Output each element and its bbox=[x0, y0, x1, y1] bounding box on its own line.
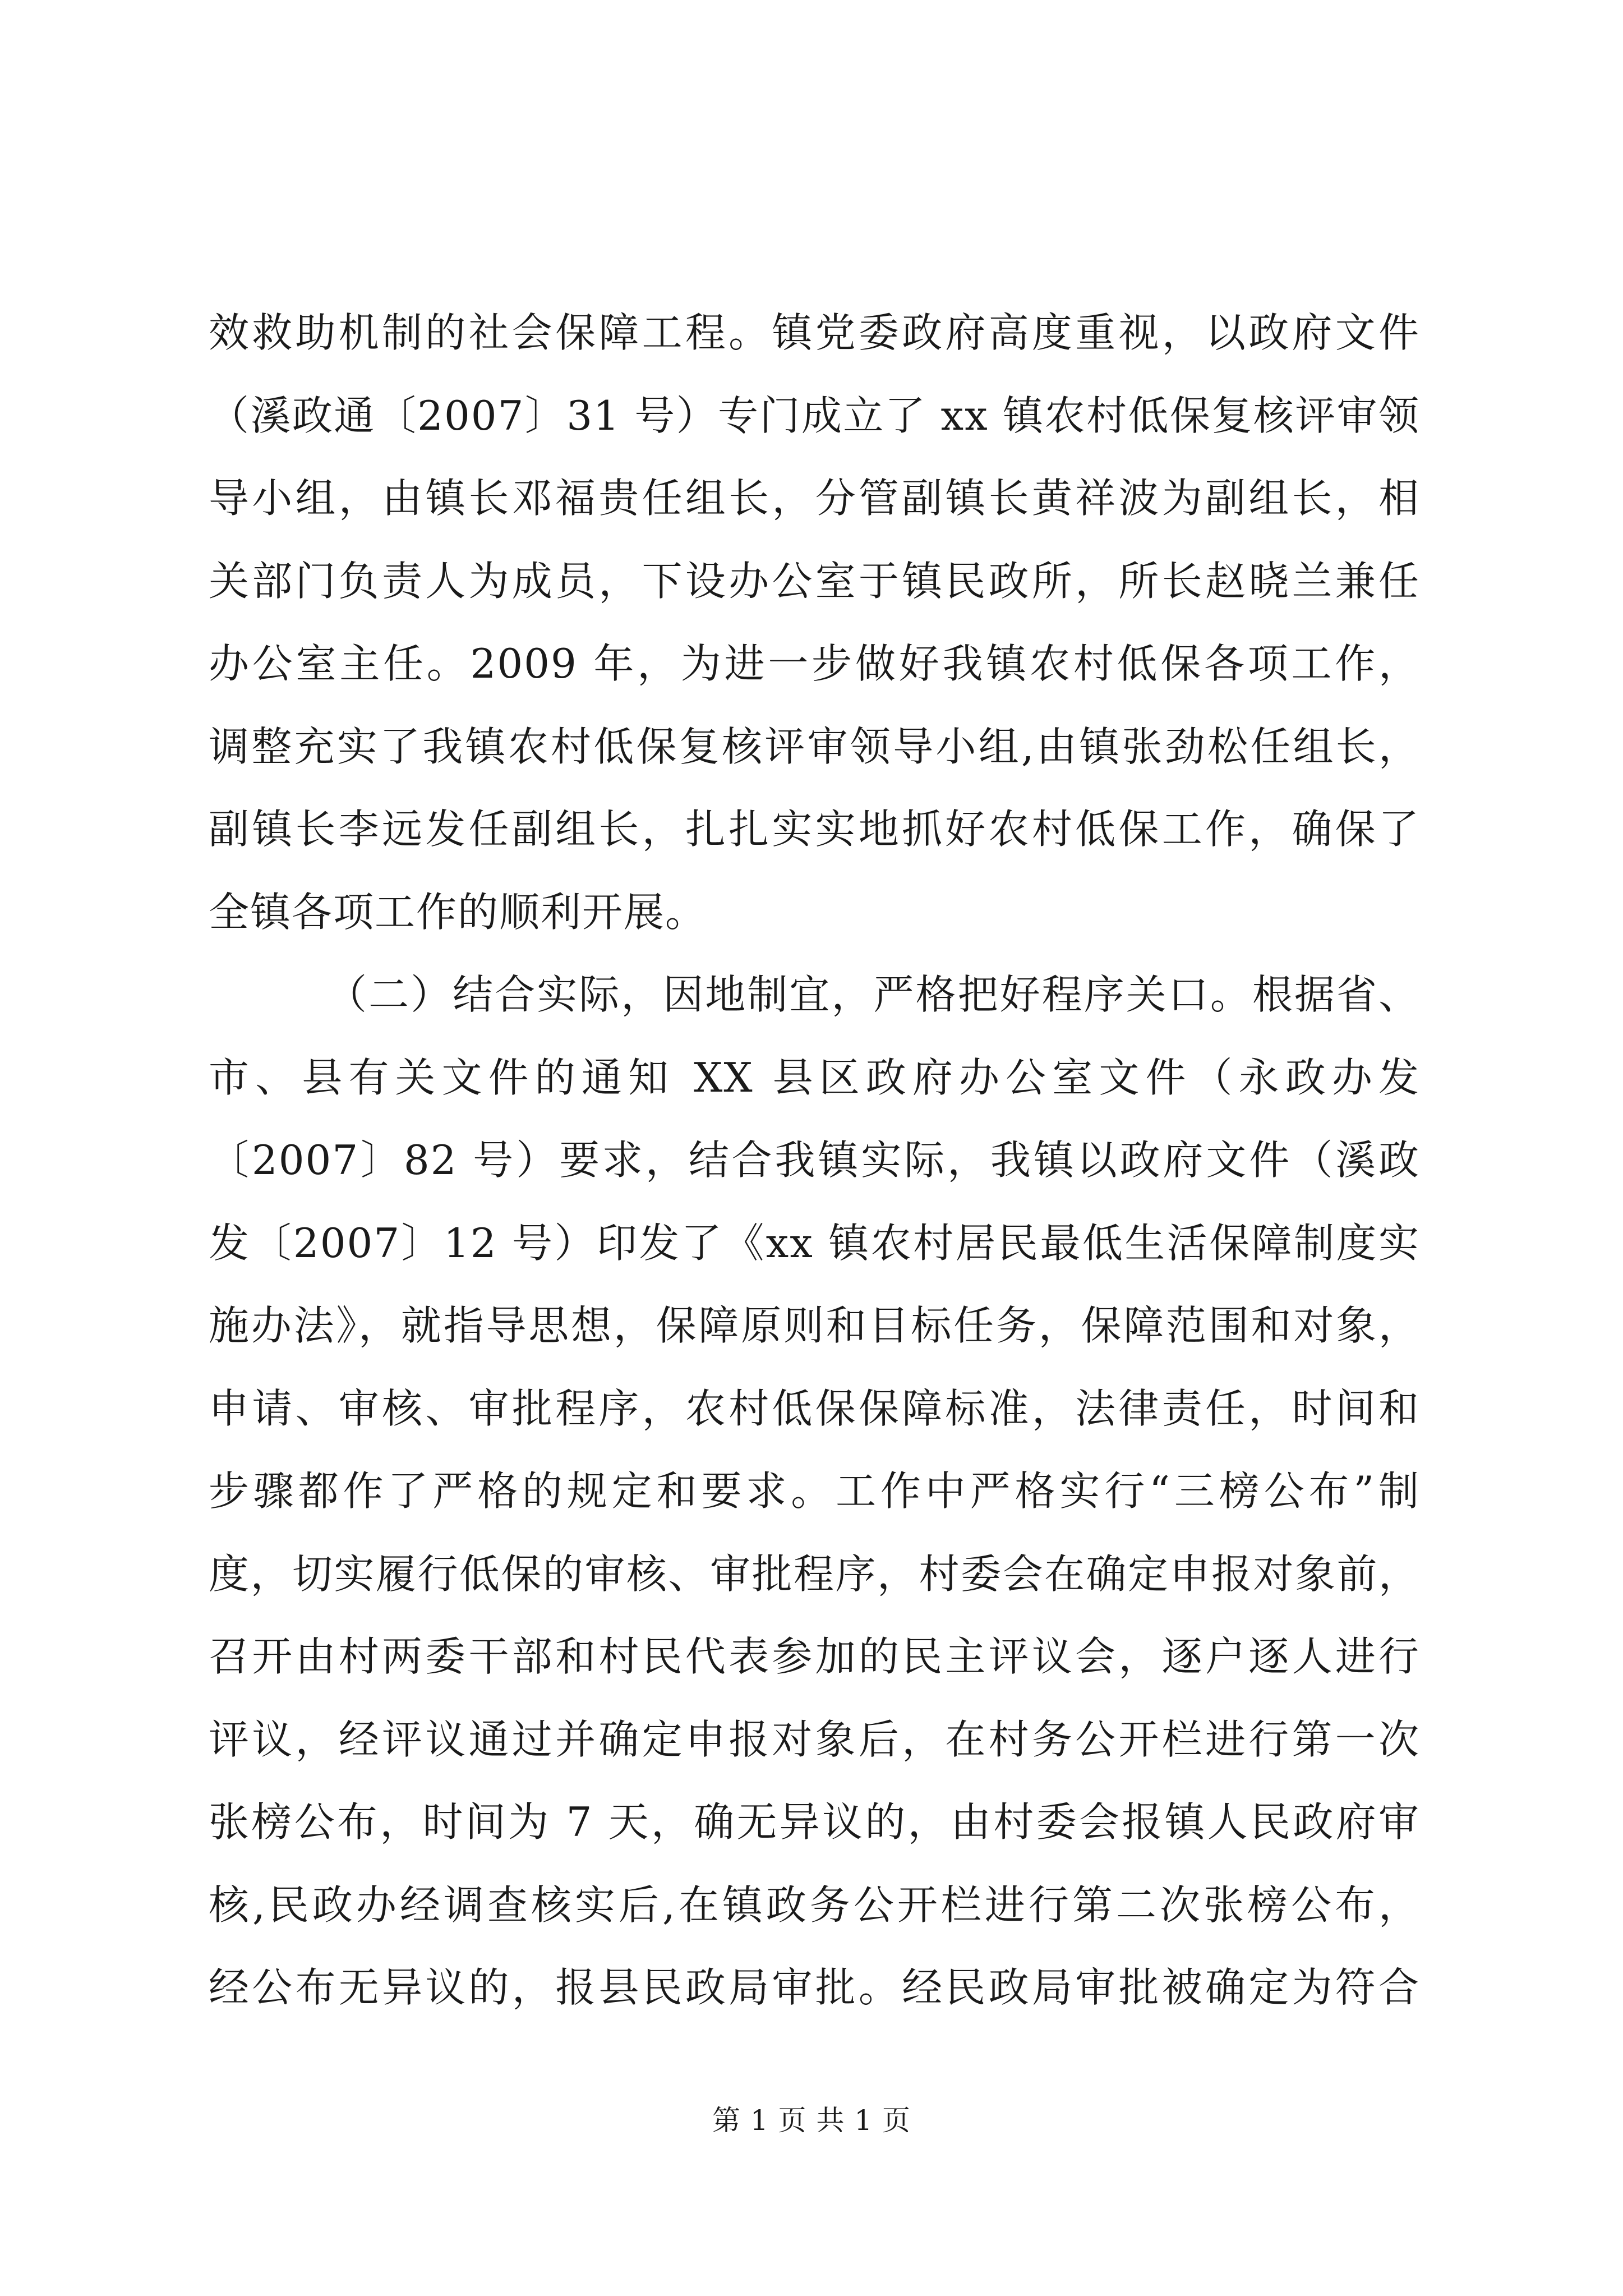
text-line: 导小组，由镇长邓福贵任组长，分管副镇长黄祥波为副组长，相 bbox=[209, 475, 1420, 522]
text-line: 张榜公布，时间为 7 天，确无异议的，由村委会报镇人民政府审 bbox=[209, 1798, 1420, 1846]
text-line: （二）结合实际，因地制宜，严格把好程序关口。根据省、 bbox=[326, 971, 1420, 1018]
text-line: 关部门负责人为成员，下设办公室于镇民政所，所长赵晓兰兼任 bbox=[209, 557, 1420, 605]
text-line: 发〔2007〕12 号）印发了《xx 镇农村居民最低生活保障制度实 bbox=[209, 1219, 1420, 1267]
text-line: 〔2007〕82 号）要求，结合我镇实际，我镇以政府文件（溪政 bbox=[209, 1137, 1420, 1184]
text-line: 副镇长李远发任副组长，扎扎实实地抓好农村低保工作，确保了 bbox=[209, 806, 1420, 853]
text-line: 评议，经评议通过并确定申报对象后，在村务公开栏进行第一次 bbox=[209, 1715, 1420, 1763]
text-line: 召开由村两委干部和村民代表参加的民主评议会，逐户逐人进行 bbox=[209, 1633, 1420, 1680]
text-line: 步骤都作了严格的规定和要求。工作中严格实行“三榜公布”制 bbox=[209, 1467, 1420, 1515]
text-line: 核,民政办经调查核实后,在镇政务公开栏进行第二次张榜公布， bbox=[209, 1881, 1420, 1929]
text-line: 申请、审核、审批程序，农村低保保障标准，法律责任，时间和 bbox=[209, 1384, 1420, 1432]
text-line: 调整充实了我镇农村低保复核评审领导小组,由镇张劲松任组长， bbox=[209, 723, 1420, 770]
text-line: 效救助机制的社会保障工程。镇党委政府高度重视，以政府文件 bbox=[209, 309, 1420, 356]
page-number-footer: 第 1 页 共 1 页 bbox=[712, 2104, 911, 2137]
text-line: 施办法》，就指导思想，保障原则和目标任务，保障范围和对象， bbox=[209, 1302, 1420, 1349]
text-line: （溪政通〔2007〕31 号）专门成立了 xx 镇农村低保复核评审领 bbox=[209, 392, 1420, 439]
text-line: 经公布无异议的，报县民政局审批。经民政局审批被确定为符合 bbox=[209, 1964, 1420, 2011]
document-body bbox=[209, 292, 1420, 2030]
paragraph-2 bbox=[209, 954, 1420, 2030]
paragraph-1 bbox=[209, 292, 1420, 954]
text-line: 办公室主任。2009 年，为进一步做好我镇农村低保各项工作， bbox=[209, 640, 1420, 687]
text-line: 市、县有关文件的通知 XX 县区政府办公室文件（永政办发 bbox=[209, 1053, 1420, 1101]
text-line: 全镇各项工作的顺利开展。 bbox=[209, 888, 707, 936]
text-line: 度，切实履行低保的审核、审批程序，村委会在确定申报对象前， bbox=[209, 1550, 1420, 1598]
